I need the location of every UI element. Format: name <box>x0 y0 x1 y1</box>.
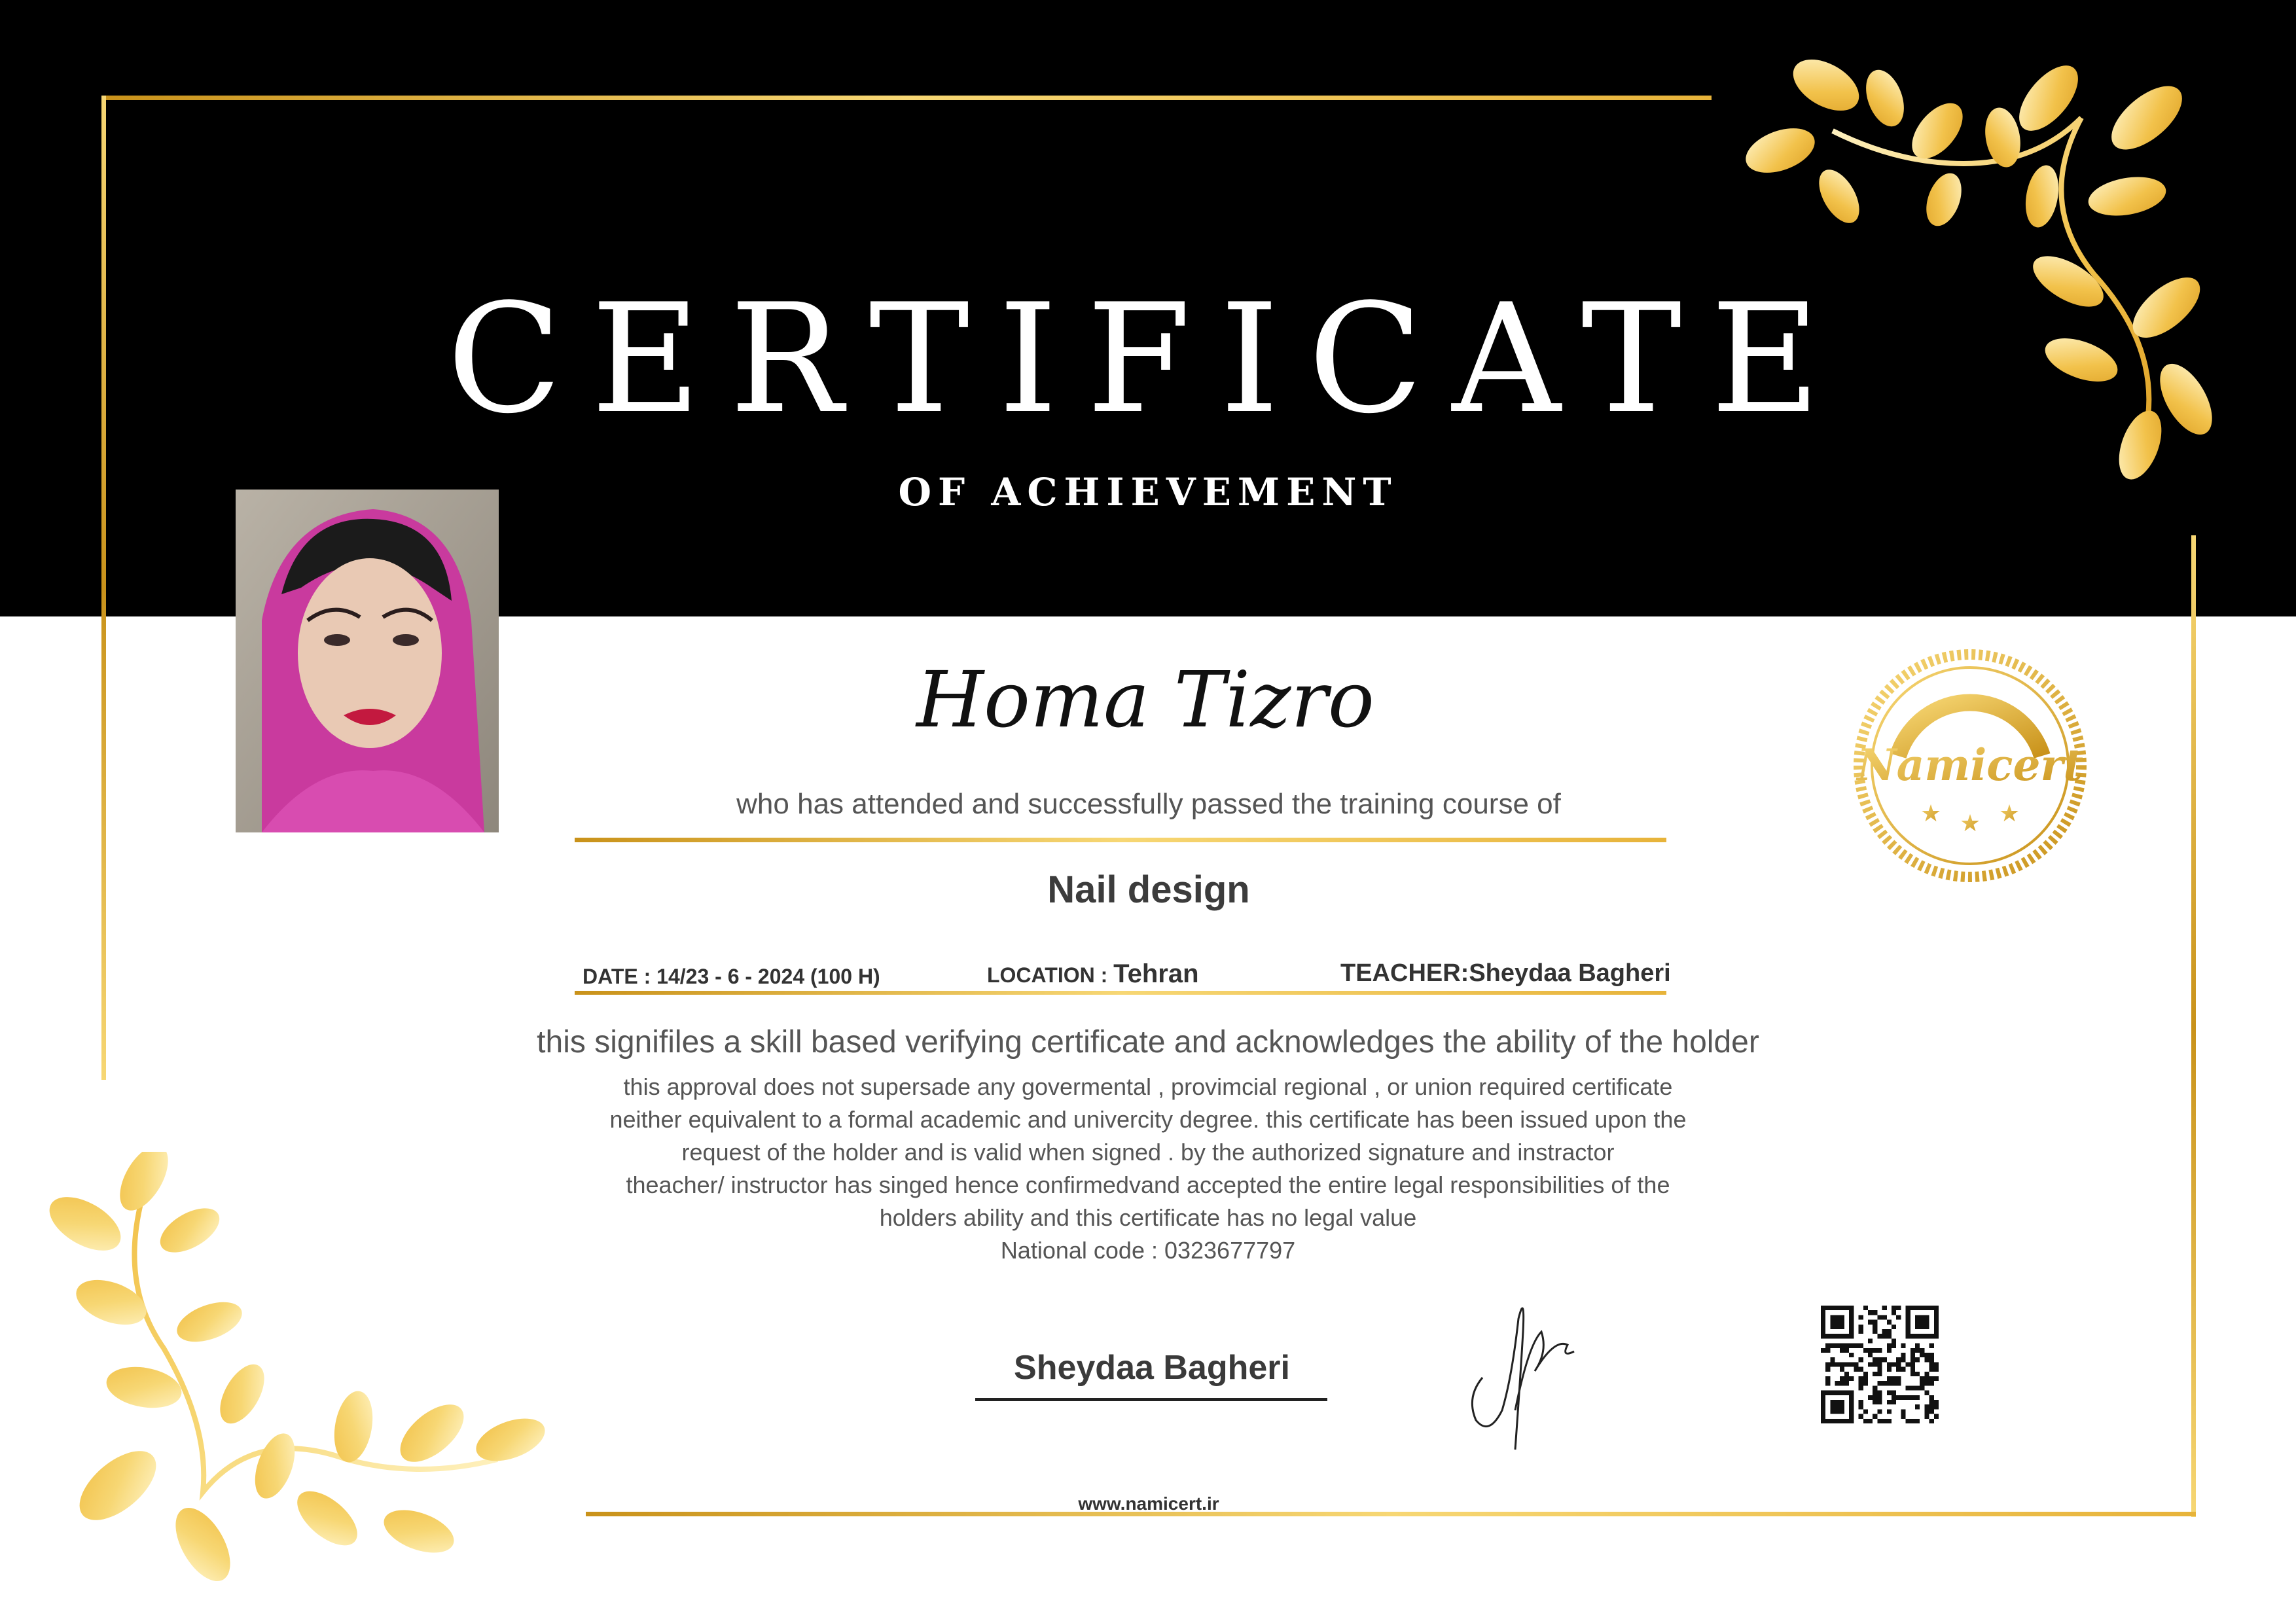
seal-brand-text: Namicert <box>1857 740 2083 791</box>
attended-text: who has attended and successfully passed the training course of <box>736 788 1561 820</box>
certificate-subtitle: OF ACHIEVEMENT <box>898 470 1398 514</box>
certificate-title: CERTIFICATE <box>446 272 1850 447</box>
disclaimer-line: this approval does not supersade any govermental , provimcial regional , or union required certificate <box>623 1073 1673 1100</box>
frame-top-line <box>101 96 1712 100</box>
signature-line <box>975 1398 1327 1401</box>
divider-line <box>575 838 1666 842</box>
gold-leaf-icon <box>39 1152 563 1586</box>
signifies-text: this signifiles a skill based verifying certificate and acknowledges the ability of the holder <box>537 1025 1759 1060</box>
signature-icon <box>1463 1279 1581 1459</box>
qr-code-icon[interactable] <box>1821 1306 1939 1426</box>
disclaimer-line: theacher/ instructor has singed hence confirmedvand accepted the entire legal responsibilities of the <box>626 1171 1670 1198</box>
frame-right-line <box>2191 535 2196 1517</box>
location-label: LOCATION : <box>987 963 1114 987</box>
gold-leaf-icon <box>1728 59 2251 493</box>
national-code: National code : 0323677797 <box>1000 1237 1296 1264</box>
location-block <box>987 959 1199 989</box>
svg-text:★: ★ <box>1959 810 1981 837</box>
disclaimer-line: neither equivalent to a formal academic and univercity degree. this certificate has been issued upon the <box>609 1106 1687 1133</box>
course-name: Nail design <box>1047 868 1250 911</box>
recipient-photo <box>236 490 499 832</box>
website-text[interactable]: www.namicert.ir <box>1078 1493 1219 1514</box>
disclaimer-line: holders ability and this certificate has no legal value <box>879 1204 1417 1231</box>
recipient-name: Homa Tizro <box>916 654 1374 745</box>
location-value: Tehran <box>1113 959 1199 988</box>
disclaimer-text <box>458 1071 1838 1267</box>
svg-text:★: ★ <box>1998 800 2020 827</box>
frame-bottom-line <box>586 1512 2196 1516</box>
teacher-name: Sheydaa Bagheri <box>1014 1349 1290 1387</box>
date-text: DATE : 14/23 - 6 - 2024 (100 H) <box>583 965 880 988</box>
frame-left-line <box>101 96 106 1080</box>
svg-text:★: ★ <box>1920 800 1942 827</box>
disclaimer-line: request of the holder and is valid when signed . by the authorized signature and instractor <box>681 1139 1615 1166</box>
meta-divider-line <box>575 991 1666 995</box>
namicert-seal-icon <box>1846 641 2094 893</box>
teacher-text: TEACHER:Sheydaa Bagheri <box>1340 959 1671 987</box>
